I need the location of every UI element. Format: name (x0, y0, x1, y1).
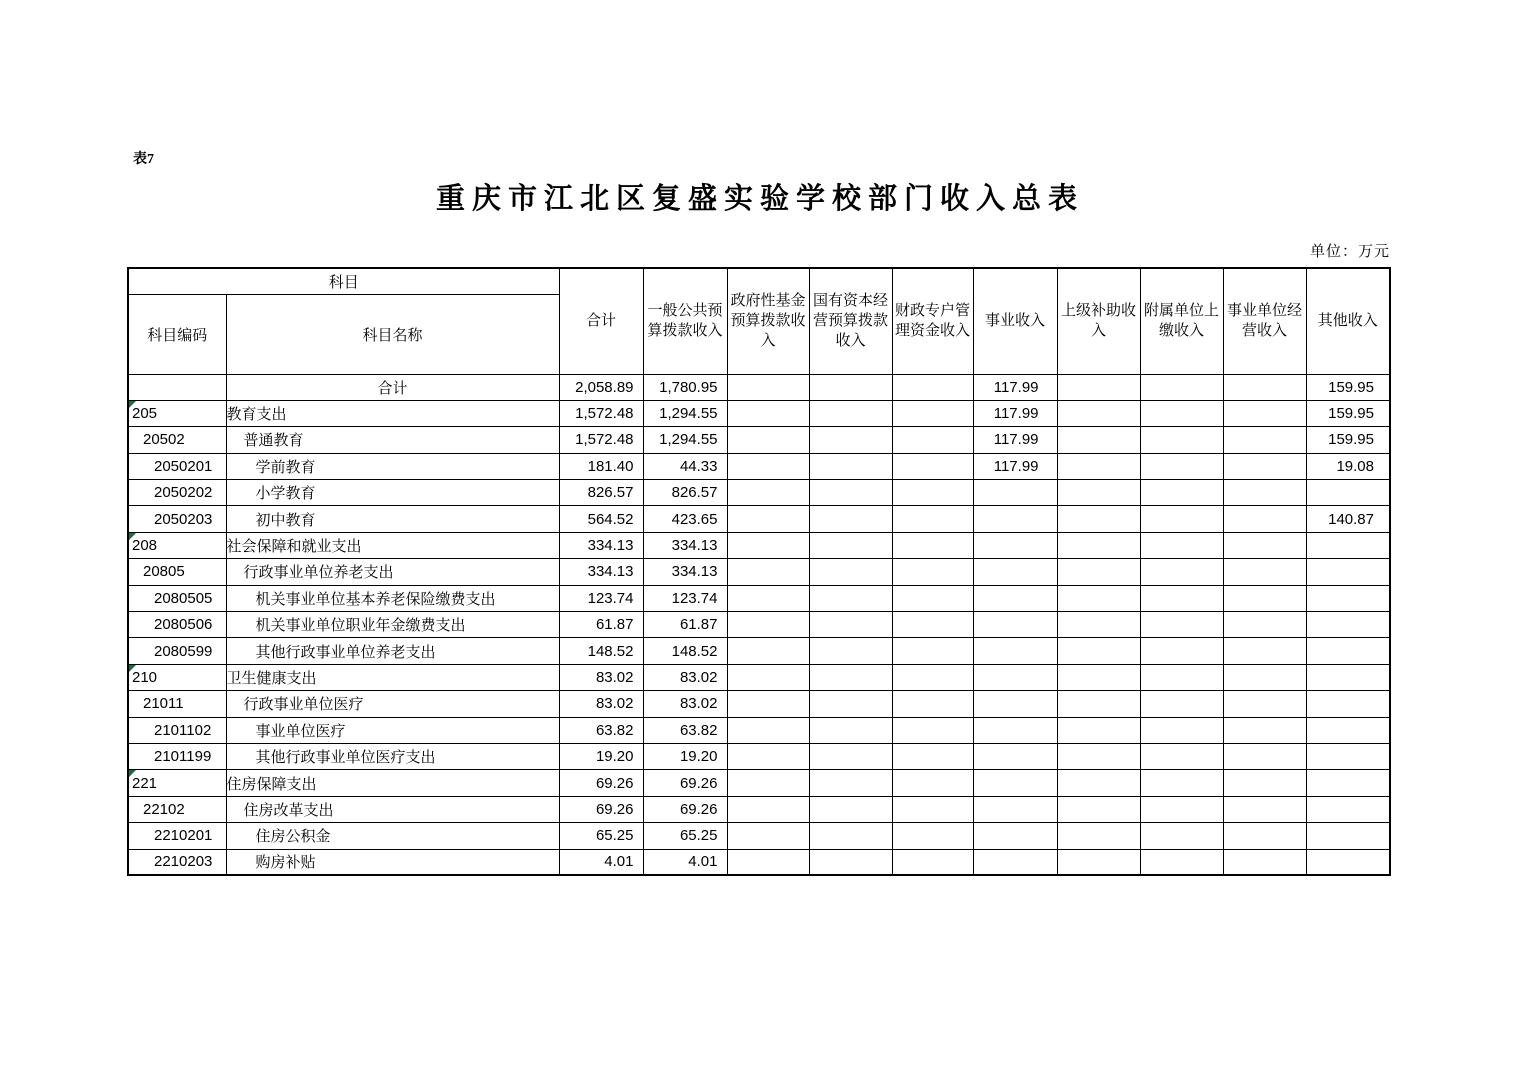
value-cell-affiliated_unit_income (1140, 691, 1223, 717)
value-cell-operating_income (1223, 559, 1306, 585)
value-cell-general_public_budget: 61.87 (643, 612, 727, 638)
value-cell-affiliated_unit_income (1140, 480, 1223, 506)
subject-name-cell: 小学教育 (226, 480, 559, 506)
value-cell-superior_subsidy (1057, 612, 1140, 638)
value-cell-total: 4.01 (559, 849, 643, 875)
value-cell-state_capital_budget (809, 796, 892, 822)
value-cell-operating_income (1223, 638, 1306, 664)
value-cell-government_fund_budget (727, 664, 809, 690)
value-cell-business_income (973, 691, 1057, 717)
value-cell-affiliated_unit_income (1140, 453, 1223, 479)
value-cell-general_public_budget: 63.82 (643, 717, 727, 743)
value-cell-business_income: 117.99 (973, 374, 1057, 400)
value-cell-state_capital_budget (809, 532, 892, 558)
value-cell-business_income (973, 823, 1057, 849)
col-header-government_fund_budget: 政府性基金预算拨款收入 (727, 268, 809, 374)
table-row (128, 453, 1390, 479)
value-cell-fiscal_special_account (892, 427, 973, 453)
table-row (128, 823, 1390, 849)
col-header-total: 合计 (559, 268, 643, 374)
value-cell-fiscal_special_account (892, 849, 973, 875)
value-cell-other_income (1306, 717, 1390, 743)
error-flag-triangle-icon (129, 665, 136, 672)
table-row (128, 664, 1390, 690)
value-cell-general_public_budget: 4.01 (643, 849, 727, 875)
value-cell-government_fund_budget (727, 717, 809, 743)
value-cell-fiscal_special_account (892, 717, 973, 743)
value-cell-fiscal_special_account (892, 823, 973, 849)
value-cell-other_income (1306, 532, 1390, 558)
col-header-subject-code: 科目编码 (128, 294, 226, 374)
value-cell-state_capital_budget (809, 374, 892, 400)
value-cell-fiscal_special_account (892, 480, 973, 506)
col-header-general_public_budget: 一般公共预算拨款收入 (643, 268, 727, 374)
subject-name-cell: 购房补贴 (226, 849, 559, 875)
value-cell-superior_subsidy (1057, 849, 1140, 875)
col-header-fiscal_special_account: 财政专户管理资金收入 (892, 268, 973, 374)
value-cell-general_public_budget: 69.26 (643, 770, 727, 796)
value-cell-fiscal_special_account (892, 506, 973, 532)
error-flag-triangle-icon (129, 533, 136, 540)
value-cell-business_income (973, 559, 1057, 585)
col-header-other_income: 其他收入 (1306, 268, 1390, 374)
subject-code-cell: 20805 (128, 559, 226, 585)
value-cell-affiliated_unit_income (1140, 506, 1223, 532)
value-cell-other_income (1306, 664, 1390, 690)
value-cell-operating_income (1223, 453, 1306, 479)
value-cell-total: 564.52 (559, 506, 643, 532)
value-cell-total: 63.82 (559, 717, 643, 743)
value-cell-fiscal_special_account (892, 638, 973, 664)
value-cell-business_income: 117.99 (973, 400, 1057, 426)
subject-code-cell: 22102 (128, 796, 226, 822)
value-cell-superior_subsidy (1057, 506, 1140, 532)
value-cell-total: 181.40 (559, 453, 643, 479)
value-cell-operating_income (1223, 374, 1306, 400)
value-cell-operating_income (1223, 770, 1306, 796)
value-cell-government_fund_budget (727, 453, 809, 479)
table-row (128, 559, 1390, 585)
value-cell-general_public_budget: 334.13 (643, 532, 727, 558)
value-cell-affiliated_unit_income (1140, 664, 1223, 690)
value-cell-general_public_budget: 1,780.95 (643, 374, 727, 400)
subject-name-cell: 初中教育 (226, 506, 559, 532)
value-cell-total: 83.02 (559, 691, 643, 717)
value-cell-fiscal_special_account (892, 691, 973, 717)
value-cell-affiliated_unit_income (1140, 400, 1223, 426)
value-cell-general_public_budget: 19.20 (643, 743, 727, 769)
header-row-subject (128, 268, 1390, 294)
value-cell-total: 19.20 (559, 743, 643, 769)
unit-label: 单位：万元 (1309, 244, 1390, 260)
value-cell-fiscal_special_account (892, 453, 973, 479)
value-cell-superior_subsidy (1057, 453, 1140, 479)
value-cell-operating_income (1223, 849, 1306, 875)
table-body (128, 374, 1390, 875)
table-header (128, 268, 1390, 374)
value-cell-operating_income (1223, 612, 1306, 638)
subject-code-cell: 2080599 (128, 638, 226, 664)
table-row (128, 743, 1390, 769)
value-cell-fiscal_special_account (892, 559, 973, 585)
value-cell-government_fund_budget (727, 823, 809, 849)
value-cell-superior_subsidy (1057, 532, 1140, 558)
value-cell-other_income (1306, 638, 1390, 664)
col-header-subject-name: 科目名称 (226, 294, 559, 374)
table-row (128, 427, 1390, 453)
value-cell-general_public_budget: 123.74 (643, 585, 727, 611)
value-cell-other_income (1306, 849, 1390, 875)
value-cell-business_income (973, 585, 1057, 611)
value-cell-total: 65.25 (559, 823, 643, 849)
value-cell-state_capital_budget (809, 717, 892, 743)
value-cell-fiscal_special_account (892, 400, 973, 426)
value-cell-operating_income (1223, 585, 1306, 611)
value-cell-operating_income (1223, 691, 1306, 717)
value-cell-operating_income (1223, 480, 1306, 506)
subject-code-cell: 2050201 (128, 453, 226, 479)
value-cell-superior_subsidy (1057, 691, 1140, 717)
value-cell-superior_subsidy (1057, 796, 1140, 822)
subject-code-cell: 2080506 (128, 612, 226, 638)
value-cell-general_public_budget: 148.52 (643, 638, 727, 664)
subject-code-cell: 2050203 (128, 506, 226, 532)
value-cell-business_income (973, 612, 1057, 638)
table-row (128, 717, 1390, 743)
value-cell-total: 2,058.89 (559, 374, 643, 400)
value-cell-government_fund_budget (727, 400, 809, 426)
value-cell-superior_subsidy (1057, 559, 1140, 585)
value-cell-other_income (1306, 480, 1390, 506)
value-cell-state_capital_budget (809, 849, 892, 875)
subject-code-cell: 205 (128, 400, 226, 426)
value-cell-other_income: 19.08 (1306, 453, 1390, 479)
value-cell-other_income (1306, 612, 1390, 638)
value-cell-affiliated_unit_income (1140, 849, 1223, 875)
value-cell-state_capital_budget (809, 480, 892, 506)
value-cell-operating_income (1223, 796, 1306, 822)
value-cell-superior_subsidy (1057, 743, 1140, 769)
subject-code-cell: 2050202 (128, 480, 226, 506)
value-cell-operating_income (1223, 532, 1306, 558)
value-cell-total: 148.52 (559, 638, 643, 664)
value-cell-government_fund_budget (727, 585, 809, 611)
value-cell-total: 69.26 (559, 770, 643, 796)
value-cell-superior_subsidy (1057, 717, 1140, 743)
value-cell-fiscal_special_account (892, 374, 973, 400)
subject-name-cell: 机关事业单位职业年金缴费支出 (226, 612, 559, 638)
value-cell-fiscal_special_account (892, 612, 973, 638)
subject-name-cell: 住房公积金 (226, 823, 559, 849)
value-cell-other_income: 159.95 (1306, 427, 1390, 453)
subject-name-cell: 其他行政事业单位医疗支出 (226, 743, 559, 769)
table-row (128, 585, 1390, 611)
subject-name-cell: 合计 (226, 374, 559, 400)
value-cell-business_income (973, 638, 1057, 664)
table-row (128, 400, 1390, 426)
value-cell-general_public_budget: 65.25 (643, 823, 727, 849)
value-cell-affiliated_unit_income (1140, 638, 1223, 664)
value-cell-superior_subsidy (1057, 400, 1140, 426)
value-cell-fiscal_special_account (892, 664, 973, 690)
value-cell-affiliated_unit_income (1140, 427, 1223, 453)
value-cell-superior_subsidy (1057, 374, 1140, 400)
value-cell-state_capital_budget (809, 453, 892, 479)
value-cell-other_income (1306, 743, 1390, 769)
subject-name-cell: 住房保障支出 (226, 770, 559, 796)
table-row (128, 480, 1390, 506)
value-cell-government_fund_budget (727, 559, 809, 585)
table-row (128, 374, 1390, 400)
value-cell-total: 1,572.48 (559, 427, 643, 453)
value-cell-total: 334.13 (559, 532, 643, 558)
subject-code-cell: 2101102 (128, 717, 226, 743)
subject-name-cell: 行政事业单位养老支出 (226, 559, 559, 585)
value-cell-total: 334.13 (559, 559, 643, 585)
value-cell-government_fund_budget (727, 506, 809, 532)
col-header-subject-group: 科目 (128, 268, 559, 294)
value-cell-business_income (973, 796, 1057, 822)
table-number-label: 表7 (133, 152, 154, 167)
subject-code-cell: 221 (128, 770, 226, 796)
value-cell-government_fund_budget (727, 796, 809, 822)
value-cell-other_income (1306, 691, 1390, 717)
value-cell-total: 123.74 (559, 585, 643, 611)
value-cell-other_income (1306, 796, 1390, 822)
table-row (128, 612, 1390, 638)
subject-name-cell: 学前教育 (226, 453, 559, 479)
col-header-state_capital_budget: 国有资本经营预算拨款收入 (809, 268, 892, 374)
subject-code-cell: 2210201 (128, 823, 226, 849)
value-cell-fiscal_special_account (892, 532, 973, 558)
subject-code-cell: 208 (128, 532, 226, 558)
value-cell-government_fund_budget (727, 743, 809, 769)
subject-code-cell: 210 (128, 664, 226, 690)
col-header-operating_income: 事业单位经营收入 (1223, 268, 1306, 374)
value-cell-general_public_budget: 83.02 (643, 691, 727, 717)
value-cell-general_public_budget: 334.13 (643, 559, 727, 585)
subject-name-cell: 住房改革支出 (226, 796, 559, 822)
value-cell-general_public_budget: 44.33 (643, 453, 727, 479)
value-cell-affiliated_unit_income (1140, 796, 1223, 822)
value-cell-superior_subsidy (1057, 770, 1140, 796)
value-cell-state_capital_budget (809, 427, 892, 453)
value-cell-state_capital_budget (809, 743, 892, 769)
value-cell-general_public_budget: 1,294.55 (643, 400, 727, 426)
subject-code-cell: 21011 (128, 691, 226, 717)
value-cell-superior_subsidy (1057, 427, 1140, 453)
value-cell-superior_subsidy (1057, 823, 1140, 849)
value-cell-other_income: 159.95 (1306, 374, 1390, 400)
value-cell-affiliated_unit_income (1140, 374, 1223, 400)
value-cell-affiliated_unit_income (1140, 823, 1223, 849)
value-cell-government_fund_budget (727, 770, 809, 796)
value-cell-state_capital_budget (809, 506, 892, 532)
subject-name-cell: 机关事业单位基本养老保险缴费支出 (226, 585, 559, 611)
subject-name-cell: 事业单位医疗 (226, 717, 559, 743)
error-flag-triangle-icon (129, 401, 136, 408)
value-cell-state_capital_budget (809, 612, 892, 638)
value-cell-state_capital_budget (809, 559, 892, 585)
error-flag-triangle-icon (129, 770, 136, 777)
value-cell-other_income (1306, 823, 1390, 849)
value-cell-operating_income (1223, 823, 1306, 849)
value-cell-business_income (973, 849, 1057, 875)
value-cell-business_income (973, 480, 1057, 506)
value-cell-government_fund_budget (727, 532, 809, 558)
subject-name-cell: 社会保障和就业支出 (226, 532, 559, 558)
value-cell-business_income (973, 717, 1057, 743)
value-cell-other_income (1306, 770, 1390, 796)
value-cell-government_fund_budget (727, 849, 809, 875)
table-row (128, 796, 1390, 822)
value-cell-affiliated_unit_income (1140, 717, 1223, 743)
value-cell-business_income (973, 664, 1057, 690)
value-cell-business_income: 117.99 (973, 427, 1057, 453)
income-table (127, 267, 1391, 876)
value-cell-fiscal_special_account (892, 743, 973, 769)
subject-name-cell: 普通教育 (226, 427, 559, 453)
subject-code-cell: 20502 (128, 427, 226, 453)
table-row (128, 532, 1390, 558)
value-cell-business_income (973, 743, 1057, 769)
value-cell-affiliated_unit_income (1140, 559, 1223, 585)
value-cell-total: 1,572.48 (559, 400, 643, 426)
value-cell-superior_subsidy (1057, 585, 1140, 611)
table-row (128, 849, 1390, 875)
value-cell-affiliated_unit_income (1140, 585, 1223, 611)
value-cell-government_fund_budget (727, 374, 809, 400)
value-cell-state_capital_budget (809, 664, 892, 690)
subject-code-cell: 2210203 (128, 849, 226, 875)
page-title: 重庆市江北区复盛实验学校部门收入总表 (435, 183, 1084, 215)
value-cell-state_capital_budget (809, 823, 892, 849)
value-cell-state_capital_budget (809, 638, 892, 664)
value-cell-government_fund_budget (727, 612, 809, 638)
col-header-superior_subsidy: 上级补助收入 (1057, 268, 1140, 374)
value-cell-other_income: 140.87 (1306, 506, 1390, 532)
value-cell-business_income (973, 770, 1057, 796)
table-row (128, 638, 1390, 664)
value-cell-government_fund_budget (727, 427, 809, 453)
value-cell-state_capital_budget (809, 770, 892, 796)
value-cell-general_public_budget: 69.26 (643, 796, 727, 822)
value-cell-affiliated_unit_income (1140, 532, 1223, 558)
value-cell-total: 826.57 (559, 480, 643, 506)
value-cell-operating_income (1223, 427, 1306, 453)
value-cell-operating_income (1223, 400, 1306, 426)
subject-name-cell: 其他行政事业单位养老支出 (226, 638, 559, 664)
value-cell-government_fund_budget (727, 691, 809, 717)
value-cell-superior_subsidy (1057, 480, 1140, 506)
value-cell-general_public_budget: 1,294.55 (643, 427, 727, 453)
table-row (128, 506, 1390, 532)
subject-code-cell: 2101199 (128, 743, 226, 769)
value-cell-state_capital_budget (809, 400, 892, 426)
value-cell-general_public_budget: 423.65 (643, 506, 727, 532)
value-cell-total: 83.02 (559, 664, 643, 690)
subject-name-cell: 行政事业单位医疗 (226, 691, 559, 717)
table-row (128, 691, 1390, 717)
subject-code-cell: 2080505 (128, 585, 226, 611)
value-cell-operating_income (1223, 506, 1306, 532)
subject-name-cell: 卫生健康支出 (226, 664, 559, 690)
subject-code-cell (128, 374, 226, 400)
value-cell-superior_subsidy (1057, 664, 1140, 690)
value-cell-state_capital_budget (809, 691, 892, 717)
table-row (128, 770, 1390, 796)
value-cell-superior_subsidy (1057, 638, 1140, 664)
value-cell-state_capital_budget (809, 585, 892, 611)
value-cell-affiliated_unit_income (1140, 743, 1223, 769)
col-header-affiliated_unit_income: 附属单位上缴收入 (1140, 268, 1223, 374)
value-cell-fiscal_special_account (892, 585, 973, 611)
value-cell-total: 61.87 (559, 612, 643, 638)
value-cell-affiliated_unit_income (1140, 770, 1223, 796)
value-cell-business_income (973, 532, 1057, 558)
value-cell-operating_income (1223, 743, 1306, 769)
value-cell-business_income (973, 506, 1057, 532)
value-cell-government_fund_budget (727, 638, 809, 664)
col-header-business_income: 事业收入 (973, 268, 1057, 374)
value-cell-total: 69.26 (559, 796, 643, 822)
value-cell-general_public_budget: 83.02 (643, 664, 727, 690)
value-cell-operating_income (1223, 664, 1306, 690)
value-cell-business_income: 117.99 (973, 453, 1057, 479)
value-cell-general_public_budget: 826.57 (643, 480, 727, 506)
subject-name-cell: 教育支出 (226, 400, 559, 426)
value-cell-fiscal_special_account (892, 770, 973, 796)
value-cell-other_income (1306, 559, 1390, 585)
value-cell-affiliated_unit_income (1140, 612, 1223, 638)
value-cell-other_income: 159.95 (1306, 400, 1390, 426)
value-cell-fiscal_special_account (892, 796, 973, 822)
value-cell-other_income (1306, 585, 1390, 611)
value-cell-operating_income (1223, 717, 1306, 743)
value-cell-government_fund_budget (727, 480, 809, 506)
